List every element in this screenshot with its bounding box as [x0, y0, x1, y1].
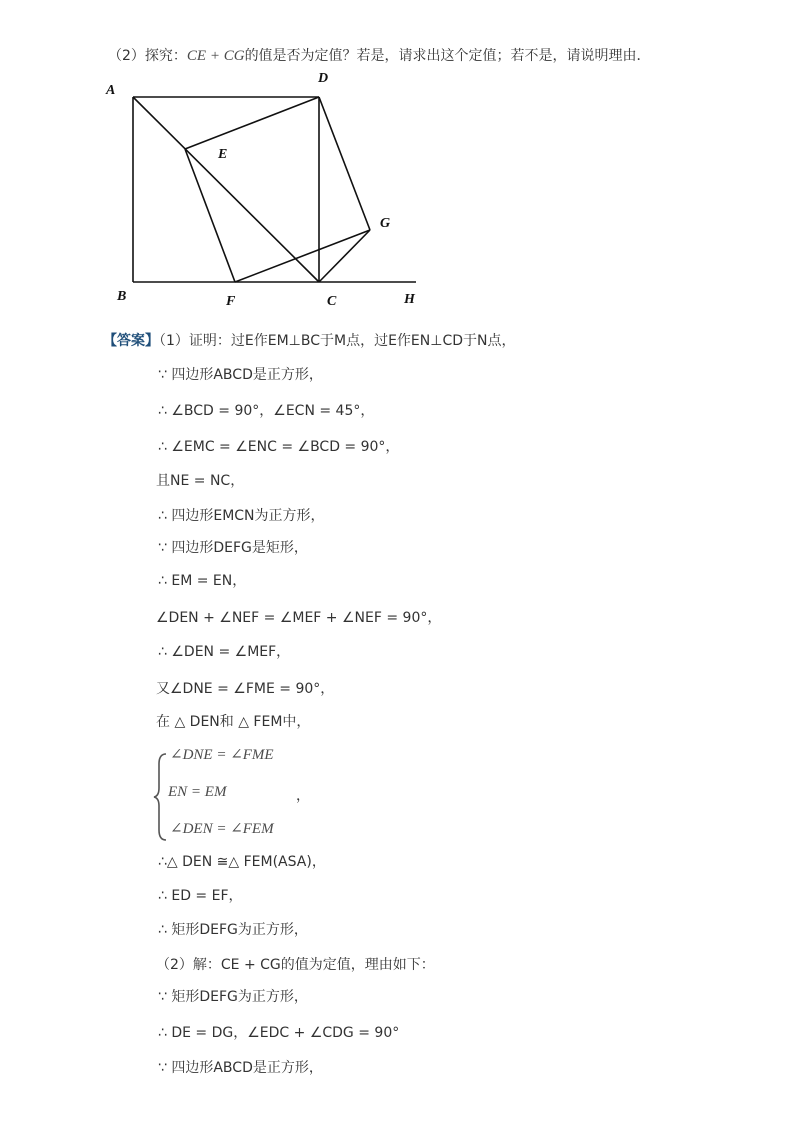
after-line-5: ∴ DE = DG，∠EDC + ∠CDG = 90° [158, 1025, 400, 1041]
label-C: C [327, 294, 337, 309]
system-line-1: EN = EM [168, 784, 227, 800]
answer-line-0: （1）证明：过E作EM⊥BC于M点，过E作EN⊥CD于N点， [159, 333, 516, 349]
answer-line-4: 且NE = NC， [156, 473, 245, 489]
answer-line-3: ∴ ∠EMC = ∠ENC = ∠BCD = 90°， [158, 439, 400, 455]
after-line-1: ∴ ED = EF， [158, 888, 243, 904]
answer-line-10: 又∠DNE = ∠FME = 90°， [156, 681, 335, 697]
answer-line-9: ∴ ∠DEN = ∠MEF， [158, 644, 291, 660]
after-line-6: ∵ 四边形ABCD是正方形， [158, 1060, 323, 1076]
answer-line-8: ∠DEN + ∠NEF = ∠MEF + ∠NEF = 90°， [156, 610, 442, 626]
label-B: B [117, 289, 127, 304]
geometry-figure [0, 0, 800, 330]
label-D: D [318, 71, 329, 86]
after-line-4: ∵ 矩形DEFG为正方形， [158, 989, 308, 1005]
answer-line-5: ∴ 四边形EMCN为正方形， [158, 508, 325, 524]
label-A: A [106, 83, 116, 98]
after-line-2: ∴ 矩形DEFG为正方形， [158, 922, 308, 938]
answer-line-6: ∵ 四边形DEFG是矩形， [158, 540, 308, 556]
after-line-0: ∴△ DEN ≅△ FEM(ASA)， [158, 854, 326, 870]
question-expr: CE + CG [186, 48, 245, 64]
answer-line-11: 在 △ DEN和 △ FEM中， [156, 714, 311, 730]
question-suffix: 的值是否为定值？若是，请求出这个定值；若不是，请说明理由． [244, 48, 651, 64]
label-F: F [226, 294, 236, 309]
answer-first-line [103, 331, 515, 351]
answer-line-7: ∴ EM = EN， [158, 573, 247, 589]
label-G: G [380, 216, 391, 231]
system-line-0: ∠DNE = ∠FME [170, 747, 274, 763]
label-H: H [404, 292, 415, 307]
system-tail: ， [296, 788, 310, 804]
answer-tag: 【答案】 [103, 333, 159, 349]
label-E: E [218, 147, 228, 162]
after-line-3: （2）解：CE + CG的值为定值，理由如下： [156, 957, 435, 973]
answer-line-1: ∵ 四边形ABCD是正方形， [158, 367, 323, 383]
system-line-2: ∠DEN = ∠FEM [170, 821, 274, 837]
answer-line-2: ∴ ∠BCD = 90°，∠ECN = 45°， [158, 403, 375, 419]
question-prefix: （2）探究： [108, 48, 187, 64]
